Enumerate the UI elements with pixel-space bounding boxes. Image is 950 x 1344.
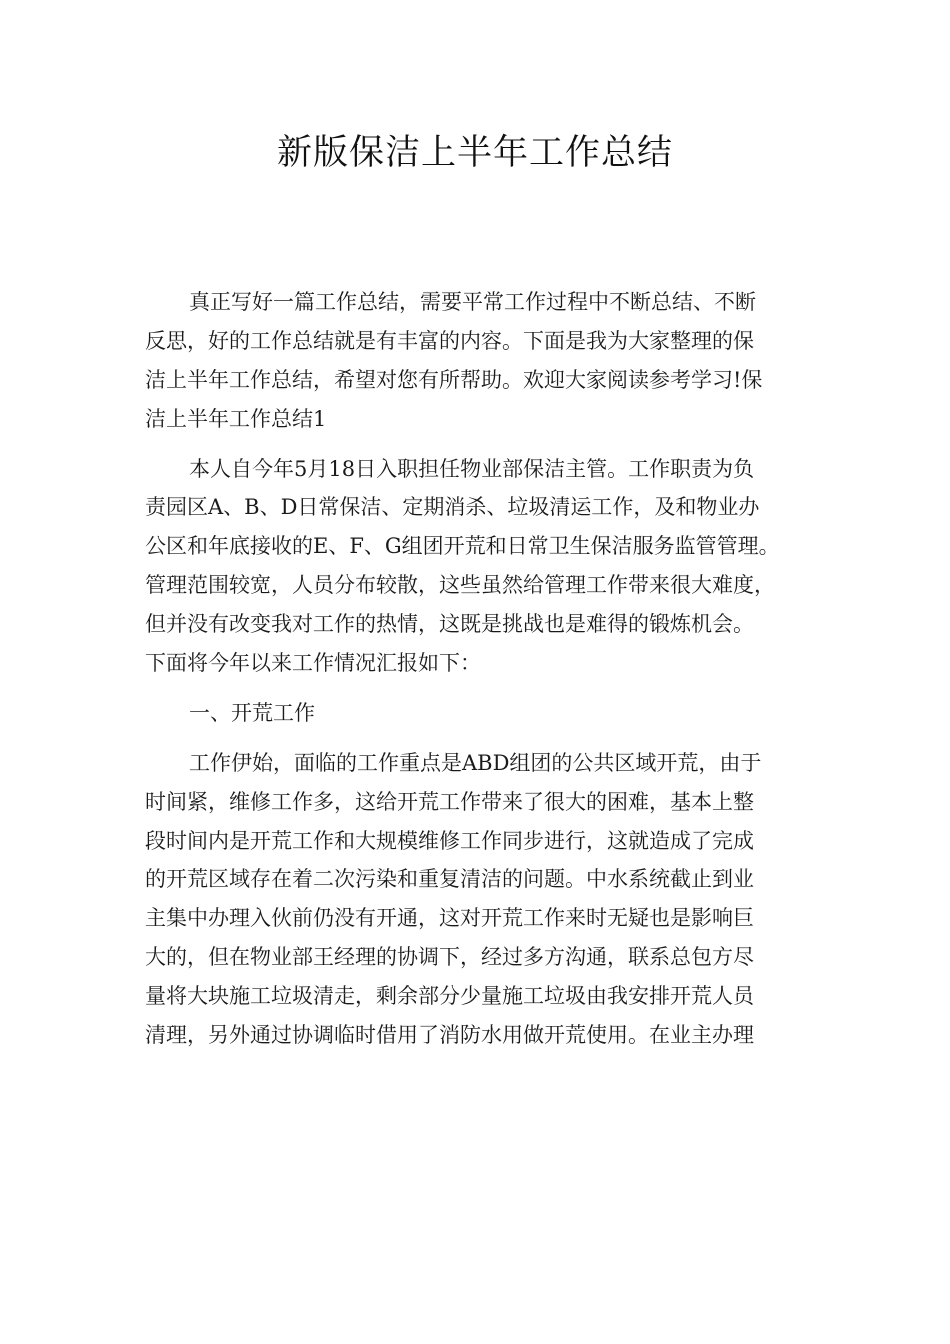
- text-line: 量将大块施工垃圾清走，剩余部分少量施工垃圾由我安排开荒人员: [145, 984, 754, 1009]
- paragraph-section-body: [145, 744, 813, 1055]
- document-title: 新版保洁上半年工作总结: [276, 133, 673, 173]
- text-line: 洁上半年工作总结1: [145, 406, 327, 431]
- document-body: [145, 283, 813, 1055]
- section-heading-text: 一、开荒工作: [189, 700, 315, 725]
- text-line: 洁上半年工作总结，希望对您有所帮助。欢迎大家阅读参考学习!保: [145, 367, 763, 392]
- text-line: 段时间内是开荒工作和大规模维修工作同步进行，这就造成了完成: [145, 828, 754, 853]
- text-line: 时间紧，维修工作多，这给开荒工作带来了很大的困难，基本上整: [145, 789, 754, 814]
- text-line: 下面将今年以来工作情况汇报如下：: [145, 651, 481, 676]
- text-line: 的开荒区域存在着二次污染和重复清洁的问题。中水系统截止到业: [145, 867, 754, 892]
- text-line: 清理，另外通过协调临时借用了消防水用做开荒使用。在业主办理: [145, 1023, 754, 1048]
- text-line: 本人自今年5月18日入职担任物业部保洁主管。工作职责为负: [189, 456, 755, 481]
- text-line: 公区和年底接收的E、F、G组团开荒和日常卫生保洁服务监管管理。: [145, 534, 780, 559]
- text-line: 工作伊始，面临的工作重点是ABD组团的公共区域开荒，由于: [189, 750, 762, 775]
- section-heading: [145, 694, 813, 733]
- text-line: 责园区A、B、D日常保洁、定期消杀、垃圾清运工作，及和物业办: [145, 495, 760, 520]
- text-line: 反思，好的工作总结就是有丰富的内容。下面是我为大家整理的保: [145, 328, 754, 353]
- text-line: 但并没有改变我对工作的热情，这既是挑战也是难得的锻炼机会。: [145, 612, 754, 637]
- text-line: 主集中办理入伙前仍没有开通，这对开荒工作来时无疑也是影响巨: [145, 906, 754, 931]
- text-line: 管理范围较宽，人员分布较散，这些虽然给管理工作带来很大难度，: [145, 573, 775, 598]
- text-line: 大的，但在物业部王经理的协调下，经过多方沟通，联系总包方尽: [145, 945, 754, 970]
- paragraph-overview: [145, 450, 813, 683]
- paragraph-intro: [145, 283, 813, 439]
- text-line: 真正写好一篇工作总结，需要平常工作过程中不断总结、不断: [189, 290, 756, 314]
